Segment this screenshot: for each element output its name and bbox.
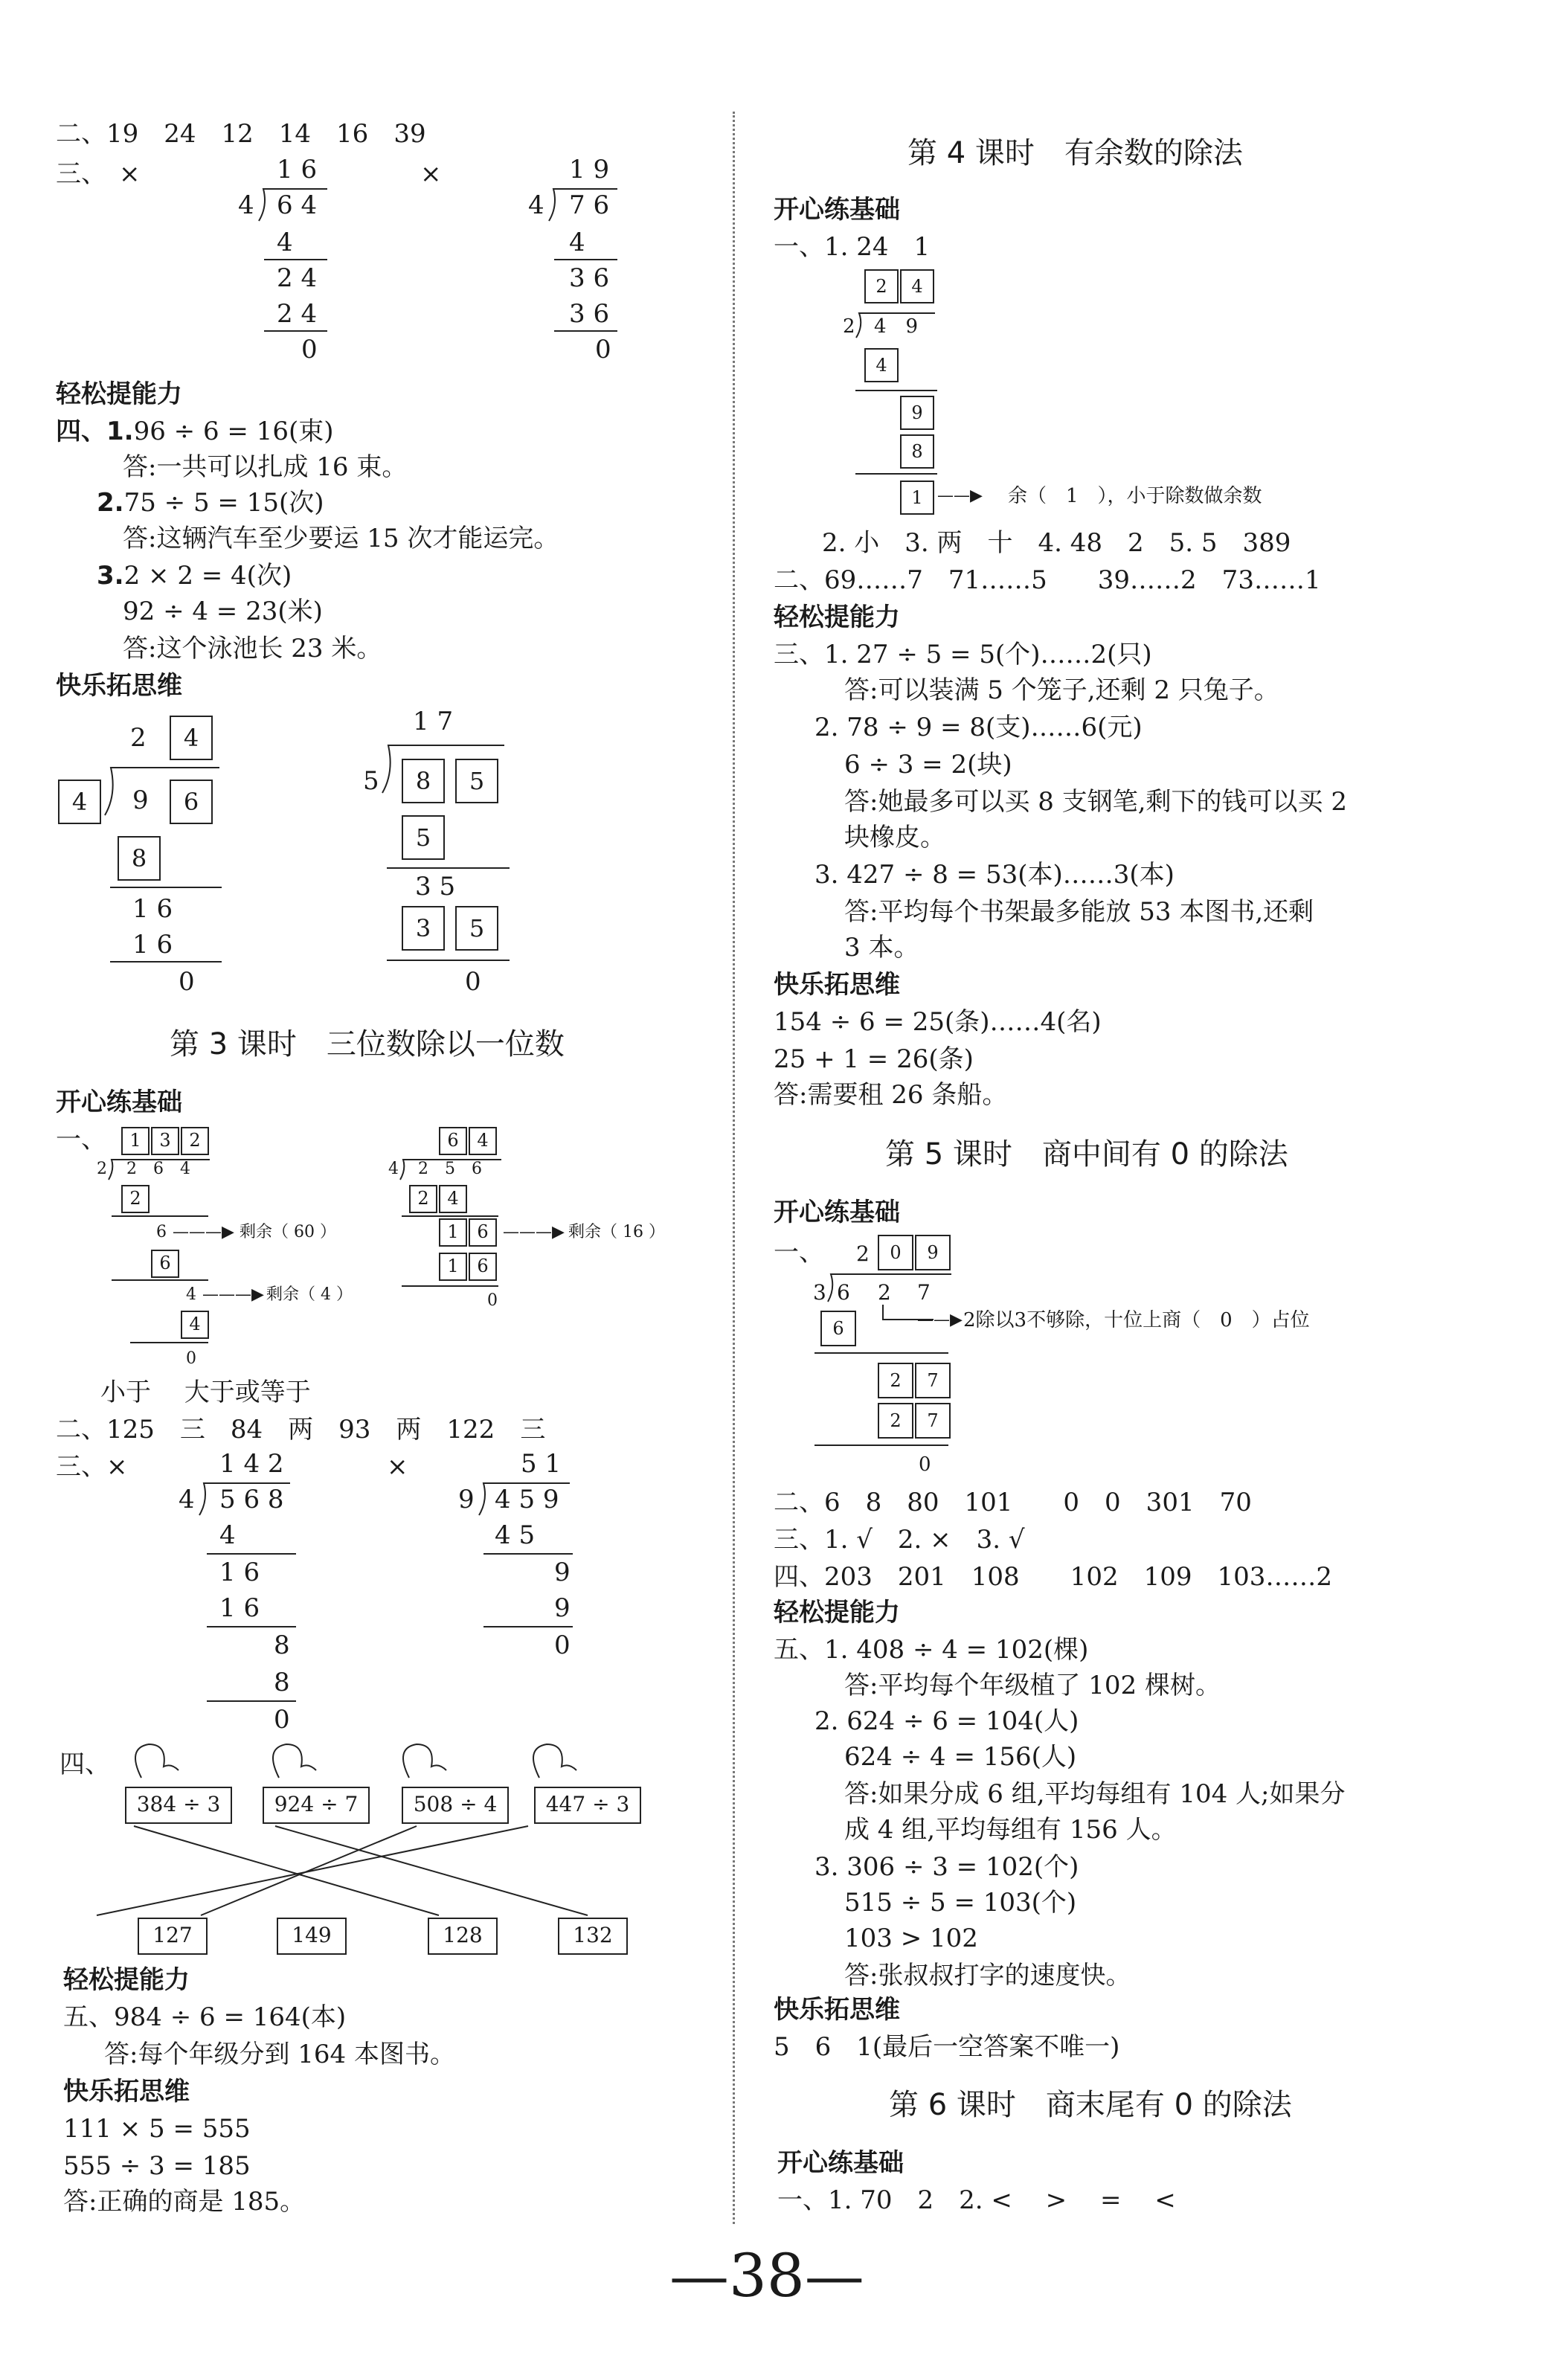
answer-line: 3 本。 [844,933,919,963]
dividend: 2 5 6 [418,1160,482,1178]
lesson-title: 第 4 课时 有余数的除法 [907,136,1243,170]
divisor: 2 [97,1160,107,1178]
dividend-digit: 7 [917,1280,931,1305]
answer-box: 3 [402,906,445,951]
answer-line: 一、1. 24 1 [774,232,931,262]
step: 2 4 [277,263,318,293]
dividend: 4 5 9 [495,1485,559,1514]
dividend: 6 4 [277,190,318,220]
divisor: 4 [238,190,254,220]
step: 0 [179,967,195,997]
answer-line: 答:如果分成 6 组,平均每组有 104 人;如果分 [844,1779,1346,1809]
section-heading: 快乐拓思维 [56,671,182,701]
section-heading: 轻松提能力 [774,1598,900,1627]
answer-line: 答:可以装满 5 个笼子,还剩 2 只兔子。 [844,675,1279,705]
answer-line: 三、× [56,1452,128,1482]
right-column [733,0,1568,2231]
dividend: 7 6 [569,190,610,220]
answer-line [97,486,324,519]
answer-line [97,559,292,592]
dividend-digit: 6 [837,1280,850,1305]
answer-line: 三、 × [56,159,141,189]
answer-box: 4 [181,1311,209,1339]
answer-line: 答:平均每个年级植了 102 棵树。 [844,1671,1221,1700]
dividend-digit: 9 [132,785,149,815]
divisor: 9 [458,1485,475,1514]
divisor: 3 [813,1280,826,1305]
arrow: ———▶ [173,1223,234,1241]
step: 4 [277,228,293,257]
answer-box: 2 [121,1185,150,1213]
answer-line: 5 6 1(最后一空答案不唯一) [774,2032,1120,2062]
page-number: —38— [669,2241,864,2310]
answer-line: 二、6 8 80 101 0 0 301 70 [774,1488,1252,1517]
answer-box: 4 [439,1185,467,1213]
answer-line: 二、19 24 12 14 16 39 [56,119,426,149]
expression-card: 508 ÷ 4 [402,1787,509,1824]
step: 9 [554,1593,571,1623]
answer-box: 9 [900,396,934,430]
answer-line: 一、 [774,1238,824,1267]
section-heading: 开心练基础 [56,1087,182,1117]
answer-box: 6 [469,1253,497,1281]
step: 0 [595,335,611,364]
answer-line: 2. 624 ÷ 6 = 104(人) [814,1706,1079,1736]
section-heading: 轻松提能力 [56,379,182,409]
step: 1 6 [132,894,173,924]
arrow: ——▶ [917,1311,963,1329]
dividend: 2 6 4 [126,1160,190,1178]
step: 0 [301,335,318,364]
answer-card: 132 [558,1918,628,1955]
answer-line: 答:这辆汽车至少要运 15 次才能运完。 [123,524,559,553]
answer-box: 1 [121,1127,150,1155]
answer-box: 2 [409,1185,437,1213]
quotient-digit: 2 [856,1241,870,1266]
step: 8 [274,1668,290,1697]
step: 0 [487,1291,498,1310]
lesson-title: 第 6 课时 商末尾有 0 的除法 [889,2088,1292,2122]
answer-box: 6 [439,1127,467,1155]
step: 4 5 [495,1520,536,1550]
section-heading: 开心练基础 [774,1198,900,1227]
step: 4 [219,1520,236,1550]
answer-line: 答:一共可以扎成 16 束。 [123,452,408,482]
answer-line: 二、125 三 84 两 93 两 122 三 [56,1415,546,1445]
answer-line: 答:需要租 26 条船。 [774,1080,1008,1110]
expression-card: 384 ÷ 3 [125,1787,232,1824]
section-heading: 快乐拓思维 [63,2077,190,2107]
section-heading: 轻松提能力 [774,602,900,632]
answer-line: 154 ÷ 6 = 25(条)……4(名) [774,1007,1102,1037]
dividend-digit: 2 [878,1280,891,1305]
answer-line [56,415,333,448]
step: 3 6 [569,263,610,293]
answer-box: 2 [878,1403,913,1439]
answer-box: 5 [455,906,498,951]
answer-line: 成 4 组,平均每组有 156 人。 [844,1815,1177,1845]
answer-line: 6 ÷ 3 = 2(块) [844,750,1012,780]
step: 8 [274,1630,290,1660]
quotient: 5 1 [521,1449,562,1479]
remainder-note: 剩余（ 4 ） [266,1285,353,1304]
step: 0 [919,1453,931,1476]
answer-box: 4 [864,348,899,382]
step: 2 4 [277,299,318,329]
placeholder-note: 2除以3不够除，十位上商（ 0 ）占位 [963,1309,1310,1331]
step: 0 [465,967,481,997]
answer-line: 103 > 102 [844,1924,978,1953]
lesson-title: 第 5 课时 商中间有 0 的除法 [885,1137,1288,1172]
step: 9 [554,1558,571,1587]
answer-line: 3. 427 ÷ 8 = 53(本)……3(本) [814,860,1175,890]
answer-box: 8 [118,836,161,881]
answer-line: 五、984 ÷ 6 = 164(本) [63,2002,347,2032]
answer-line: 块橡皮。 [844,823,945,852]
step: 4 [186,1285,196,1304]
answer-line: 2. 小 3. 两 十 4. 48 2 5. 5 389 [822,528,1291,558]
item-number: 2. [97,488,124,518]
answer-text: 75 ÷ 5 = 15(次) [123,488,324,518]
answer-line: 111 × 5 = 555 [63,2114,251,2144]
answer-line: 92 ÷ 4 = 23(米) [123,597,323,626]
answer-box: 8 [402,759,445,803]
step: 1 6 [132,930,173,960]
step: 3 6 [569,299,610,329]
answer-box: 1 [900,481,934,515]
answer-card: 149 [277,1918,347,1955]
answer-box: 4 [900,269,934,303]
remainder-note: 余（ 1 ），小于除数做余数 [1008,485,1262,507]
answer-box: 5 [402,815,445,860]
answer-card: 127 [138,1918,208,1955]
section-heading: 开心练基础 [777,2148,904,2178]
answer-box: 1 [439,1253,467,1281]
answer-box: 2 [864,269,899,303]
quotient: 1 6 [277,155,318,184]
answer-line: 2. 78 ÷ 9 = 8(支)……6(元) [814,713,1143,742]
divisor: 4 [528,190,544,220]
step: 0 [186,1349,196,1368]
answer-box: 8 [900,434,934,469]
item-number: 3. [97,561,124,591]
answer-box: 4 [170,716,213,760]
step: 3 5 [415,872,456,902]
answer-box: 6 [170,780,213,824]
answer-box: 7 [915,1363,951,1398]
arrow: ———▶ [202,1285,264,1304]
quotient: 1 4 2 [219,1449,284,1479]
section-heading: 快乐拓思维 [774,970,900,1000]
divisor: 4 [388,1160,399,1178]
dividend: 4 9 [874,315,919,338]
quotient: 1 7 [413,707,454,736]
dividend: 5 6 8 [219,1485,284,1514]
section-heading: 轻松提能力 [63,1965,190,1995]
answer-line: 答:每个年级分到 164 本图书。 [104,2040,455,2069]
answer-box: 3 [151,1127,179,1155]
answer-box: 7 [915,1403,951,1439]
answer-line: 624 ÷ 4 = 156(人) [844,1742,1077,1772]
answer-box: 0 [878,1235,913,1270]
quotient-digit: 2 [130,723,147,753]
divisor: 4 [179,1485,195,1514]
answer-box: 4 [469,1127,497,1155]
answer-line: 小于 大于或等于 [100,1378,311,1407]
answer-line: 四、203 201 108 102 109 103……2 [774,1562,1333,1592]
answer-box: 1 [439,1218,467,1247]
answer-text: 2 × 2 = 4(次) [123,561,292,591]
step: 4 [569,228,585,257]
arrow: ——▶ [937,486,983,505]
answer-line: 答:这个泳池长 23 米。 [123,634,382,663]
answer-line: 555 ÷ 3 = 185 [63,2151,251,2181]
mark-cross: × [387,1452,408,1482]
answer-card: 128 [428,1918,498,1955]
answer-text: 96 ÷ 6 = 16(束) [133,417,334,446]
answer-line: 答:她最多可以买 8 支钢笔,剩下的钱可以买 2 [844,787,1347,817]
answer-line: 25 + 1 = 26(条) [774,1044,974,1074]
expression-card: 924 ÷ 7 [263,1787,370,1824]
divisor: 2 [843,315,855,338]
arrow: ———▶ [503,1223,565,1241]
answer-line: 三、1. 27 ÷ 5 = 5(个)……2(只) [774,640,1152,669]
answer-box: 5 [455,759,498,803]
step: 0 [554,1630,571,1660]
answer-line: 五、1. 408 ÷ 4 = 102(棵) [774,1635,1089,1665]
answer-line: 答:平均每个书架最多能放 53 本图书,还剩 [844,897,1314,927]
mark-cross: × [420,159,442,189]
answer-box: 6 [820,1311,856,1346]
answer-line: 一、 [56,1125,106,1154]
answer-box: 2 [181,1127,209,1155]
divisor: 5 [363,766,379,796]
expression-card: 447 ÷ 3 [534,1787,641,1824]
answer-box: 2 [878,1363,913,1398]
answer-line: 答:正确的商是 185。 [63,2187,306,2217]
answer-line: 四、 [60,1749,110,1779]
lesson-title: 第 3 课时 三位数除以一位数 [170,1027,565,1061]
answer-box: 4 [58,780,101,824]
item-number: 四、1. [56,417,134,446]
remainder-note: 剩余（ 16 ） [568,1223,665,1241]
left-column [0,0,733,2231]
answer-line: 一、1. 70 2 2. < > = < [777,2185,1176,2215]
step: 0 [274,1705,290,1735]
step: 1 6 [219,1593,260,1623]
answer-line: 二、69……7 71……5 39……2 73……1 [774,565,1321,595]
section-heading: 开心练基础 [774,195,900,225]
step: 6 [156,1223,167,1241]
answer-box: 6 [151,1250,179,1278]
quotient: 1 9 [569,155,610,184]
remainder-note: 剩余（ 60 ） [240,1223,336,1241]
answer-box: 6 [469,1218,497,1247]
answer-line: 答:张叔叔打字的速度快。 [844,1961,1131,1990]
answer-box: 9 [915,1235,951,1270]
answer-line: 515 ÷ 5 = 103(个) [844,1888,1077,1918]
answer-line: 三、1. √ 2. × 3. √ [774,1525,1025,1555]
step: 1 6 [219,1558,260,1587]
section-heading: 快乐拓思维 [774,1995,900,2025]
answer-line: 3. 306 ÷ 3 = 102(个) [814,1852,1079,1882]
